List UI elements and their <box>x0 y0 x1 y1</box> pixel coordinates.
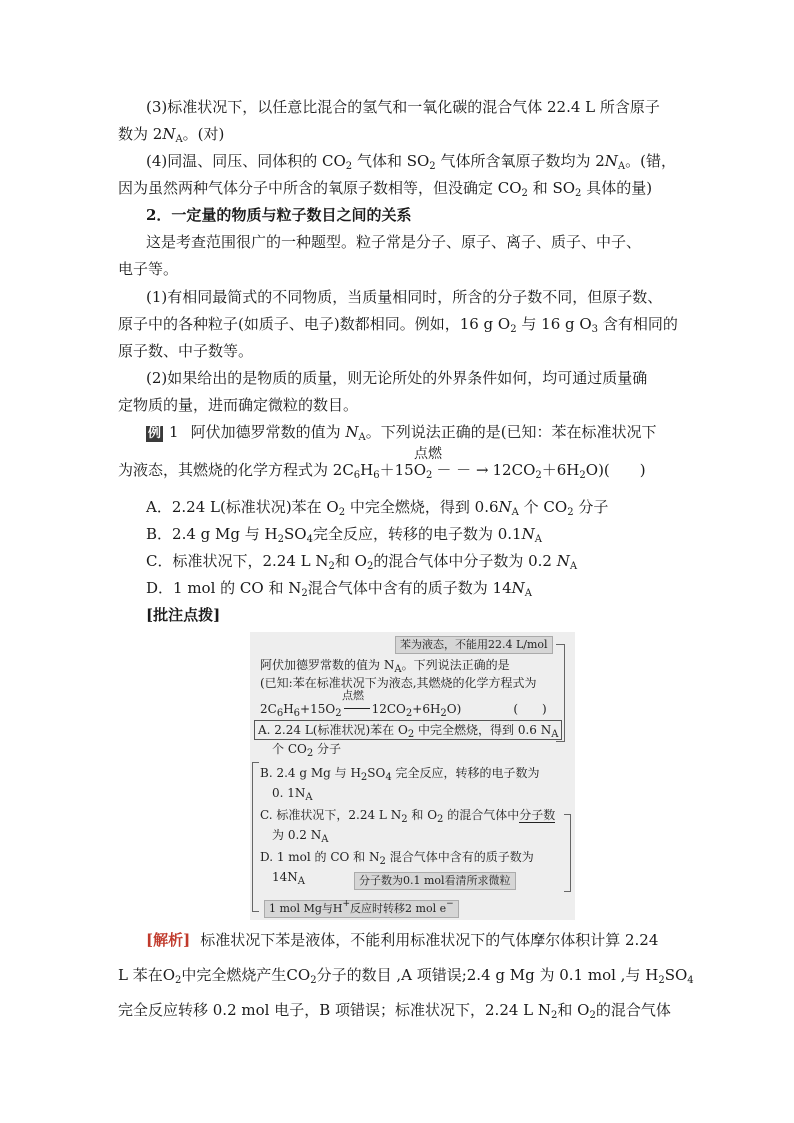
example-line1: 例 1 阿伏加德罗常数的值为 $N_A$。下列说法正确的是(已知：苯在标准状况下 <box>148 423 657 443</box>
fig-option-d-line1: D. 1 mol 的 CO 和 $N_2$ 混合气体中含有的质子数为 <box>260 850 534 867</box>
callout-connector-mid <box>564 814 571 892</box>
option-a: A．2.24 L(标准状况)苯在 $O_2$ 中完全燃烧，得到 $0.6N_A$ 个 $CO_2$ 分子 <box>146 498 609 518</box>
para-3-line1: (3)标准状况下，以任意比混合的氢气和一氧化碳的混合气体 22.4 L 所含原子 <box>146 98 660 116</box>
point-1-line1: (1)有相同最简式的不同物质，当质量相同时，所含的分子数不同，但原子数、 <box>146 288 663 306</box>
annotated-question-figure <box>250 632 575 920</box>
fig-option-c-line2: 为 0.2 $N_A$ <box>272 828 329 845</box>
analysis-line3: 完全反应转移 0.2 mol 电子，B 项错误；标准状况下，2.24 L $N_2$和 $O_2$的混合气体 <box>118 1001 671 1021</box>
option-d: D．1 mol 的 CO 和 $N_2$混合气体中含有的质子数为 $14N_A$ <box>146 579 532 599</box>
fig-equation: $2C_6H_6+15O_2$ $12CO_2+6H_2O$) ( ) <box>260 702 547 719</box>
point-2-line1: (2)如果给出的是物质的质量，则无论所处的外界条件如何，均可通过质量确 <box>146 369 648 387</box>
analysis-line2: L 苯在$O_2$中完全燃烧产生$CO_2$分子的数目 ,A 项错误;2.4 g Mg 为 0.1 mol ,与 $H_2SO_4$ <box>118 966 694 986</box>
fig-stem-line1: 阿伏加德罗常数的值为 $N_A$。下列说法正确的是 <box>260 658 510 675</box>
analysis-label: [解析] <box>146 931 191 949</box>
option-c: C．标准状况下，2.24 L $N_2$和 $O_2$的混合气体中分子数为 0.2 $N_A$ <box>146 552 578 572</box>
para-4-line2: 因为虽然两种气体分子中所含的氧原子数相等，但没确定 $CO_2$ 和 $SO_2$ 具体的量) <box>118 179 653 199</box>
callout-connector-bottom <box>252 762 259 912</box>
fig-stem-line2: (已知:苯在标准状况下为液态,其燃烧的化学方程式为 <box>260 676 537 690</box>
fig-arrow <box>344 708 370 709</box>
example-mark: 例 <box>148 426 162 441</box>
point-1-line2: 原子中的各种粒子(如质子、电子)数都相同。例如，16 g $O_2$ 与 16 g $O_3$ 含有相同的 <box>118 315 678 335</box>
analysis-line1: [解析] 标准状况下苯是液体，不能利用标准状况下的气体摩尔体积计算 2.24 <box>146 931 659 949</box>
example-line2: 为液态，其燃烧的化学方程式为 $2C_6H_6+15O_2$ － － → $12CO_2+6H_2O$)( ) <box>118 461 646 481</box>
callout-mg-electrons: 1 mol Mg与H+反应时转移2 mol e− <box>264 900 459 918</box>
point-2-line2: 定物质的量，进而确定微粒的数目。 <box>118 396 359 414</box>
callout-molecule-count: 分子数为0.1 mol看清所求微粒 <box>354 872 516 890</box>
fig-option-a-line2: 个 $CO_2$ 分子 <box>272 742 342 759</box>
point-1-line3: 原子数、中子数等。 <box>118 342 254 360</box>
fig-option-d-line2: $14N_A$ <box>272 870 306 887</box>
intro-line2: 电子等。 <box>118 260 179 278</box>
para-4-line1: (4)同温、同压、同体积的 $CO_2$ 气体和 $SO_2$ 气体所含氧原子数均为 $2N_A$。(错， <box>146 152 676 172</box>
para-3-line2: 数为 $2N_A$。(对) <box>118 125 225 145</box>
fig-option-a-line1: A. 2.24 L(标准状况)苯在 $O_2$ 中完全燃烧，得到 0.6 $N_A$ <box>254 720 562 740</box>
comment-title: [批注点拨] <box>146 606 221 624</box>
fig-option-b-line1: B. 2.4 g Mg 与 $H_2SO_4$ 完全反应，转移的电子数为 <box>260 766 540 783</box>
fig-option-c-line1: C. 标准状况下，2.24 L $N_2$ 和 $O_2$ 的混合气体中分子数 <box>260 808 556 825</box>
fig-condition: 点燃 <box>342 689 364 702</box>
callout-benzene-liquid: 苯为液态，不能用22.4 L/mol <box>395 636 553 654</box>
intro-line1: 这是考查范围很广的一种题型。粒子常是分子、原子、离子、质子、中子、 <box>146 233 642 251</box>
fig-option-b-line2: 0. $1N_A$ <box>272 786 313 803</box>
reaction-condition: 点燃 <box>414 446 442 462</box>
section-2-title: 2．一定量的物质与粒子数目之间的关系 <box>146 206 412 224</box>
option-b: B．2.4 g Mg 与 $H_2SO_4$完全反应，转移的电子数为 $0.1N_A$ <box>146 525 542 545</box>
